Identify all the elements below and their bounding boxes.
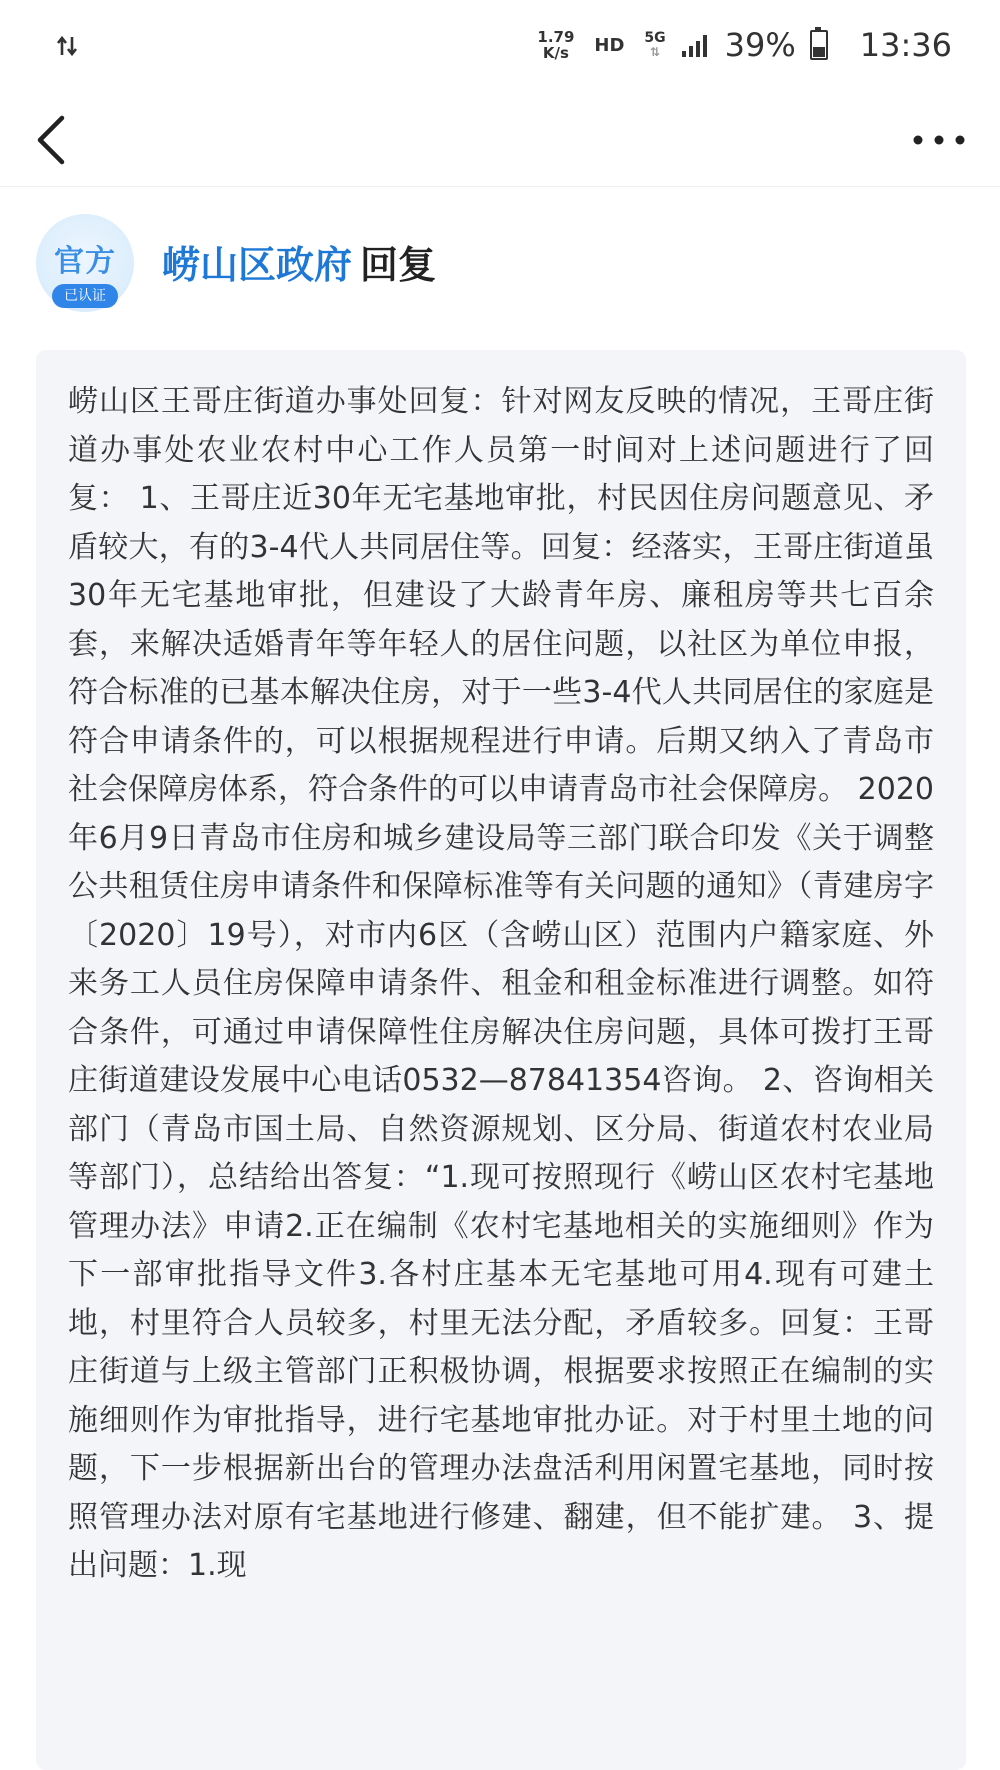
battery-icon — [810, 30, 828, 60]
network-speed-unit: K/s — [542, 44, 569, 62]
more-horizontal-icon — [904, 110, 974, 170]
network-speed-value: 1.79 — [537, 28, 575, 46]
network-activity-icon: ⇅ — [650, 45, 661, 59]
reply-label: 回复 — [360, 243, 437, 287]
battery-level-fill — [813, 47, 825, 57]
status-bar — [0, 0, 1000, 96]
hd-indicator: HD — [594, 34, 625, 56]
top-navigation-bar — [0, 96, 1000, 187]
more-options-button[interactable] — [904, 110, 974, 170]
battery-percent: 39% — [724, 26, 796, 64]
reply-text: 崂山区王哥庄街道办事处回复：针对网友反映的情况，王哥庄街道办事处农业农村中心工作人员第一时间对上述问题进行了回复： 1、王哥庄近30年无宅基地审批，村民因住房问题意见、矛盾较大，有的3-4代人共同居住等。回复：经落实，王哥庄街道虽30年无宅基地审批，但建设了大龄青年房、廉租房等共七百余套，来解决适婚青年等年轻人的居住问题，以社区为单位申报，符合标准的已基本解决住房，对于一些3-4代人共同居住的家庭是符合申请条件的，可以根据规程进行申请。后期又纳入了青岛市社会保障房体系，符合条件的可以申请青岛市社会保障房。 2020年6月9日青岛市住房和城乡建设局等三部门联合印发《关于调整公共租赁住房申请条件和保障标准等有关问题的通知》（青建房字〔2020〕19号），对市内6区（含崂山区）范围内户籍家庭、外来务工人员住房保障申请条件、租金和租金标准进行调整。如符合条件，可通过申请保障性住房解决住房问题，具体可拨打王哥庄街道建设发展中心电话0532—87841354咨询。 2、咨询相关部门（青岛市国土局、自然资源规划、区分局、街道农村农业局等部门），总结给出答复：“1.现可按照现行《崂山区农村宅基地管理办法》申请2.正在编制《农村宅基地相关的实施细则》作为下一部审批指导文件3.各村庄基本无宅基地可用4.现有可建土地，村里符合人员较多，村里无法分配，矛盾较多。回复：王哥庄街道与上级主管部门正积极协调，根据要求按照正在编制的实施细则作为审批指导，进行宅基地审批办证。对于村里土地的问题，下一步根据新出台的管理办法盘活利用闲置宅基地，同时按照管理办法对原有宅基地进行修建、翻建，但不能扩建。 3、提出问题：1.现 — [68, 384, 934, 1583]
organization-name[interactable]: 崂山区政府 — [162, 243, 353, 287]
reply-title — [162, 234, 436, 289]
certified-tag: 已认证 — [52, 284, 118, 308]
network-speed — [537, 29, 574, 61]
network-type-label: 5G — [644, 30, 666, 46]
signal-strength-icon — [682, 33, 707, 57]
data-transfer-arrows-icon — [56, 34, 82, 64]
reply-header — [36, 214, 966, 310]
back-button[interactable] — [26, 110, 86, 170]
clock: 13:36 — [859, 26, 952, 64]
reply-content-box — [36, 350, 966, 1770]
network-type — [644, 31, 665, 59]
chevron-left-icon — [26, 110, 86, 170]
official-avatar — [36, 214, 134, 312]
official-badge-text: 官方 — [54, 244, 116, 279]
